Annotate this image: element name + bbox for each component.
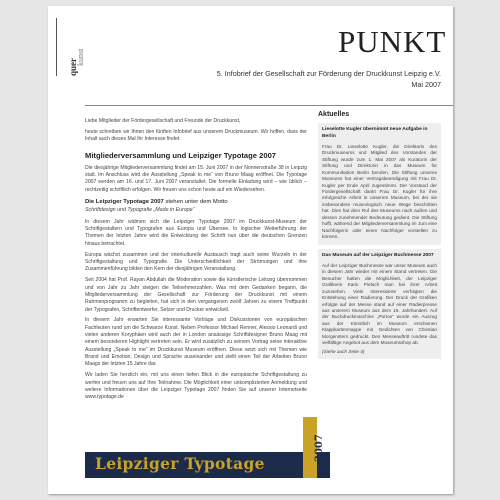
intro-paragraph: heute schreiben wir Ihnen den fünften Infobrief aus unserem Druckmuseum. Wir hoffen, dass der Inhalt auch dieses Mal Ihr Interesse findet. [85,128,307,143]
subsection-heading-bold: Die Leipziger Typotage 2007 [85,198,164,205]
motto: Schriftdesign und Typografie „Made in Europe“ [85,207,195,214]
banner-text: Leipziger Typotage [95,454,265,473]
paragraph-europe: Europa wächst zusammen und der interkulturelle Austausch tragt auch seine Wurzeln in der Schriftgestaltung und Typografie. Die Unterschiedlichkeit der Strömungen und ihre Zusammenführung bilden den Kern der diesjährigen Veranstaltung. [85,251,307,273]
news-text-buchmesse: Auf der Leipziger Buchmesse war unser Museum auch in diesem Jahr wieder mit einem Stand vertreten. Die Besucher hatten die Möglichkeit, der Leipziger Grafikerin Karin Pietsch man bei ihrer Arbeit zuzusehen. Viele Interessierte verfolgten die Entstehung einer Radierung. Der Druck der Grafiken erfolgte auf der Messe stand auf einer Radierpresse aus unserem Museum aus dem 19. Jahrhundert. Auf der Buchdruckmaschine „Portos“ wurde ein Auszug aus der Künstlich im Museum erschienen Klappkartenmappe mit Gedichten von Christian Morgenstern gedruckt. Den Messeauftritt rundete das vielfältige Angebot aus dem Museumsshop ab. [322,262,437,346]
paragraph-history: Seit 2004 hat Prof. Rayan Abdullah die Moderation sowie die künstlerische Leitung übernommen und von Jahr zu Jahr steigen die Teilnehmerzahlen. Was mit dem Gedanken begann, die Mitgliederversammlung der Gesellschaft zur Förderung der Druckkunst mit einem Rahmenprogramm zu begleiten, hat sich in den vergangenen zwölf Jahren zu einem Treffpunkt der Typografen, Schriftentwerfer, Setzer und Drucker entwickelt. [85,277,307,313]
paragraph-meeting: Die diesjährige Mitgliederversammlung findet am 15. Juni 2007 in der Nonnenstraße 38 in Leipzig statt. Im Anschluss wird die Ausstellung „Speak to me“ von Bruno Maag eröffnet. Die Typotage 2007 werden am 16. und 17. Juni 2007 veranstaltet. Die formelle Einladung wird – wie üblich – rechtzeitig schriftlich erfolgen. Wir freuen uns schon heute auf ein Wiedersehen. [85,164,307,193]
news-heading-kugler: Lieselotte Kugler übernimmt neue Aufgabe in Berlin [322,127,428,139]
aside-title: Aktuelles [318,111,350,118]
salutation: Liebe Mitglieder der Fördergesellschaft und Freunde der Druckkunst, [85,118,241,124]
masthead-subtitle [217,68,441,90]
newsletter-page [48,6,453,494]
section-heading: Mitgliederversammlung und Leipziger Typotage 2007 [85,150,277,160]
querkunst-logo [54,14,85,76]
logo-rule [56,18,57,76]
paragraph-program: In diesem Jahr erwarten Sie interessante Vorträge und Diskussionen von europäischen Fachleuten rund um die Schwarze Kunst. Neben Professor Michael Renner, Alessio Leonardi und vielen anderen Koryphäen wird auch der in London ansässige Schriftdesigner Bruno Maag mit einem besonderen Highlight vertreten sein. Er wird zusätzlich zu seinem Vortrag seine interaktive Ausstellung „Speak to me“ im Druckkunst Museum eröffnen. Diese setzt sich mit Themen wie Brand und Emotion, Design und Sprache auseinander und stellt einen Teil der Arbeiten Bruno Maags der letzten 15 Jahre dar. [85,317,307,368]
logo-word-quer: quer [68,58,78,76]
paragraph-theme: In diesem Jahr widmen sich die Leipziger Typotage 2007 im Druckkunst-Museum der Schriftgestaltern und Typografen aus Europa und Übersee. In logischer Weiterführung der Themen der letzten Jahre wird die Entwicklung der Schrift nun über die deutschen Grenzen hinaus betrachtet. [85,218,307,247]
news-heading-buchmesse: Das Museum auf der Leipziger Buchmesse 2007 [322,252,434,258]
news-box-kugler [318,123,441,244]
subsection-heading [85,199,307,207]
aside-column [318,112,441,359]
banner-year-tab [303,417,325,478]
header-divider [85,105,453,106]
main-column [85,118,307,405]
subtitle-organisation: 5. Infobrief der Gesellschaft zur Förderung der Druckkunst Leipzig e.V. [216,69,441,78]
typotage-banner [85,452,330,478]
news-text-kugler: Frau Dr. Lieselotte Kugler, die Direktorin des Druckmuseums und Mitglied des Vorstandes der Stiftung wurde zum 1. Mai 2007 als Kuratorin der Stiftung und Direktorin in das Museum für Kommunikation Berlin berufen. Die Stiftung unseres Museums hat einer Vertragsbeendigung mit Frau Dr. Kugler per Ende April zugestimmt. Der Vorstand der Fördergesellschaft dankt Frau Dr. Kugler für ihre erfolgreiche Arbeit in unserem Museum, bei der sie insbesondere museologisch neue Wege beschritten hat. Dies hat dem Ruf des Museums nach außen und dessen zunehmender Bedeutung gedient. Die Stiftung hofft, während der Mitgliederversammlung im Juni eine Nachfolgerin oder einen Nachfolger vorstellen zu können. [322,143,437,240]
subsection-heading-rest: stehen unter dem Motto [163,198,228,205]
page-reference: (Siehe auch Seite 4) [322,348,365,354]
paragraph-invitation: Wir laden Sie herzlich ein, mit uns einen tiefen Blick in die europäische Schriftgestaltung zu werfen und freuen uns auf Ihre Teilnahme. Die Möglichkeit einer unkomplizierten Anmeldung und weitere Informationen über die Leipziger Typotage 2007 finden Sie auf unserer Internetseite www.typotage.de [85,372,307,401]
news-box-buchmesse [318,249,441,360]
masthead-title: PUNKT [338,24,447,59]
subtitle-date: Mai 2007 [411,80,441,89]
banner-year: 2007 [314,434,325,462]
logo-word-kunst: kunst [76,48,85,66]
